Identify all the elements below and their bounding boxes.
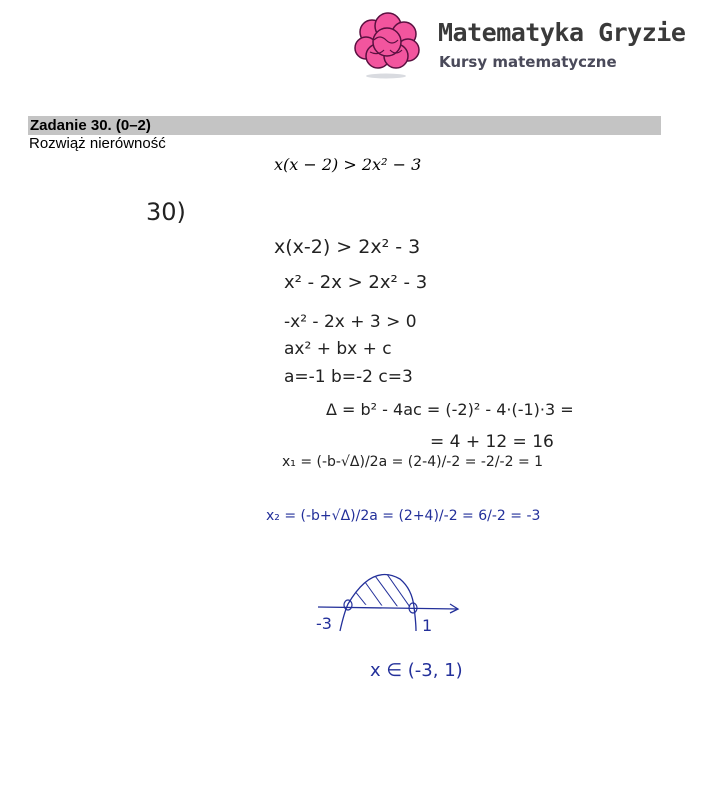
brain-logo-icon bbox=[352, 10, 422, 82]
solution-line-2: x² - 2x > 2x² - 3 bbox=[284, 272, 428, 293]
solution-line-5: a=-1 b=-2 c=3 bbox=[284, 367, 413, 387]
solution-line-4: ax² + bx + c bbox=[284, 339, 392, 359]
task-header-label: Zadanie 30. (0–2) bbox=[30, 117, 151, 134]
solution-x2: x₂ = (-b+√Δ)/2a = (2+4)/-2 = 6/-2 = -3 bbox=[266, 508, 541, 524]
solution-line-1: x(x-2) > 2x² - 3 bbox=[274, 236, 421, 258]
solution-delta-line: Δ = b² - 4ac = (-2)² - 4·(-1)·3 = bbox=[326, 400, 574, 419]
brand-title: Matematyka Gryzie bbox=[438, 18, 686, 47]
task-header-bar bbox=[28, 116, 661, 135]
parabola-sketch bbox=[310, 565, 470, 645]
task-instruction: Rozwiąż nierówność bbox=[29, 135, 166, 152]
solution-answer: x ∈ (-3, 1) bbox=[370, 660, 463, 681]
solution-line-3: -x² - 2x + 3 > 0 bbox=[284, 312, 417, 332]
solution-x1: x₁ = (-b-√Δ)/2a = (2-4)/-2 = -2/-2 = 1 bbox=[282, 454, 544, 470]
solution-delta-result: = 4 + 12 = 16 bbox=[430, 432, 554, 452]
solution-number: 30) bbox=[146, 198, 186, 226]
brand-subtitle: Kursy matematyczne bbox=[439, 53, 617, 71]
right-root-label: 1 bbox=[422, 616, 433, 635]
left-root-label: -3 bbox=[316, 614, 332, 633]
task-formula: x(x − 2) > 2x² − 3 bbox=[274, 155, 422, 174]
